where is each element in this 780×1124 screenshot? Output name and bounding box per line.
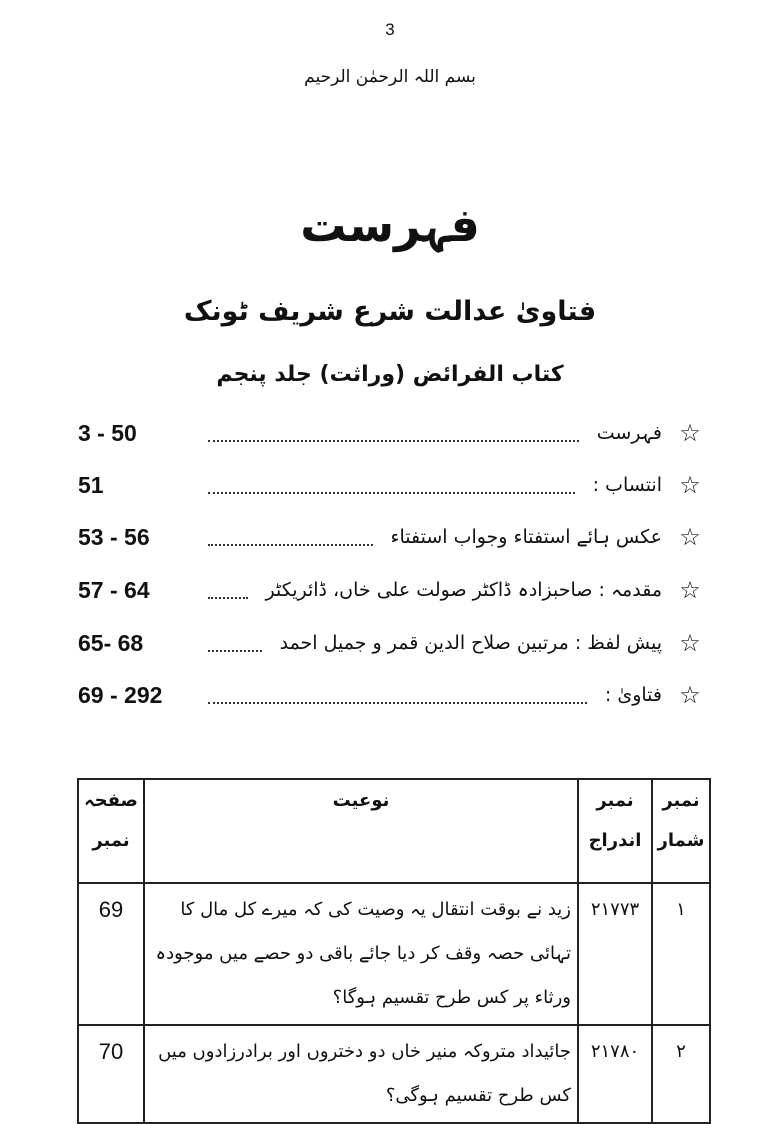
- leader-dots: [208, 650, 262, 652]
- star-icon: ☆: [679, 681, 701, 709]
- cell-nature: زید نے بوقت انتقال یہ وصیت کی کہ میرے کل مال کا تہائی حصہ وقف کر دیا جائے باقی دو حصے میں موجودہ ورثاء پر کس طرح تقسیم ہوگا؟: [144, 883, 578, 1025]
- table-row: [78, 1025, 710, 1123]
- toc-label: عکس ہائے استفتاء وجواب استفتاء: [390, 526, 662, 548]
- toc-pages: 3 - 50: [78, 419, 137, 446]
- star-icon: ☆: [679, 419, 701, 447]
- bismillah-heading: بسم اللہ الرحمٰن الرحیم: [304, 67, 476, 87]
- page-number: 3: [385, 20, 395, 39]
- cell-serial: ۱: [652, 883, 710, 1025]
- cell-entry: ۲۱۷۷۳: [578, 883, 652, 1025]
- toc-item: [70, 675, 710, 715]
- header-entry-line1: نمبر: [596, 790, 634, 811]
- header-serial-line1: نمبر: [662, 790, 700, 811]
- header-serial-line2: شمار: [657, 830, 705, 851]
- header-page: [78, 779, 144, 883]
- cell-nature: جائیداد متروکہ منیر خاں دو دختروں اور برادرزادوں میں کس طرح تقسیم ہوگی؟: [144, 1025, 578, 1123]
- toc-pages: 51: [78, 471, 104, 498]
- leader-dots: [208, 440, 579, 442]
- header-page-line2: نمبر: [92, 830, 130, 851]
- header-nature: [144, 779, 578, 883]
- toc-label: انتساب :: [592, 474, 662, 496]
- toc-label: فہرست: [596, 422, 662, 444]
- volume-title: کتاب الفرائض (وراثت) جلد پنجم: [216, 362, 564, 387]
- header-page-line1: صفحہ: [84, 790, 138, 811]
- toc-pages: 69 - 292: [78, 681, 163, 708]
- cell-serial: ۲: [652, 1025, 710, 1123]
- toc-item: [70, 570, 710, 610]
- cell-entry: ۲۱۷۸۰: [578, 1025, 652, 1123]
- toc-item: [70, 465, 710, 505]
- fatawa-index-table: [77, 778, 711, 1124]
- leader-dots: [208, 597, 248, 599]
- toc-pages: 57 - 64: [78, 576, 150, 603]
- header-entry-line2: اندراج: [588, 830, 642, 851]
- header-nature-label: نوعیت: [332, 790, 390, 811]
- star-icon: ☆: [679, 523, 701, 551]
- toc-item: [70, 623, 710, 663]
- table-row: [78, 883, 710, 1025]
- cell-page: 70: [78, 1025, 144, 1123]
- header-serial: [652, 779, 710, 883]
- toc-pages: 53 - 56: [78, 523, 150, 550]
- header-entry: [578, 779, 652, 883]
- leader-dots: [208, 702, 587, 704]
- toc-pages: 65- 68: [78, 629, 144, 656]
- toc-label: پیش لفظ : مرتبین صلاح الدین قمر و جمیل احمد: [279, 632, 662, 654]
- toc-item: [70, 413, 710, 453]
- table-header-row: [78, 779, 710, 883]
- star-icon: ☆: [679, 629, 701, 657]
- leader-dots: [208, 492, 575, 494]
- cell-page: 69: [78, 883, 144, 1025]
- page-title: فہرست: [300, 198, 480, 252]
- toc-label: مقدمہ : صاحبزادہ ڈاکٹر صولت علی خاں، ڈائریکٹر: [265, 579, 662, 601]
- star-icon: ☆: [679, 576, 701, 604]
- star-icon: ☆: [679, 471, 701, 499]
- toc-item: [70, 517, 710, 557]
- leader-dots: [208, 544, 373, 546]
- book-title: فتاویٰ عدالت شرع شریف ٹونک: [183, 296, 597, 327]
- toc-label: فتاویٰ :: [604, 684, 662, 706]
